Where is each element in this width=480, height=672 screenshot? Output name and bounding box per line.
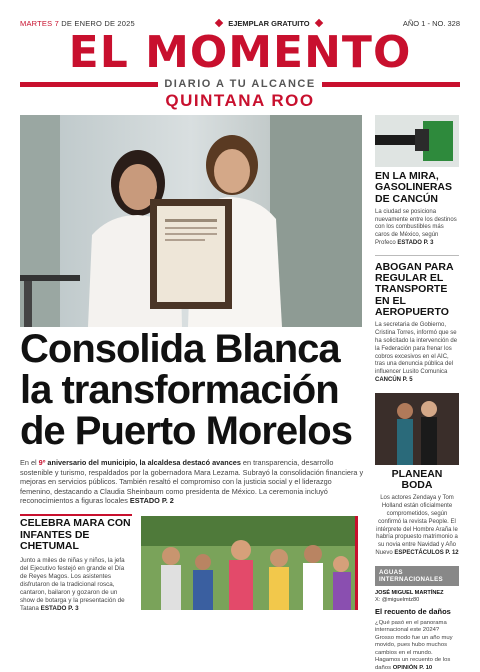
headline-line-1: Consolida Blanca bbox=[20, 327, 340, 371]
main-photo bbox=[20, 115, 362, 327]
tagline: DIARIO A TU ALCANCE bbox=[164, 78, 316, 90]
tagline-row bbox=[20, 77, 460, 91]
main-photo-illustration bbox=[20, 115, 362, 327]
diamond-icon bbox=[215, 19, 223, 27]
sidebar-story-1-body: La ciudad se posiciona nuevamente entre los destinos con los combustibles más caros de México, según Profeco ESTADO P. 3 bbox=[375, 208, 457, 247]
sidebar-story-1-title: EN LA MIRA, GASOLINERAS DE CANCÚN bbox=[375, 170, 453, 205]
column-body: ¿Qué pasó en el panorama internacional este 2024? Grosso modo fue un año muy movido, pues hubo muchos cambios en el mundo. Hagamos un recuento de los daños OPINIÓN P. 10 bbox=[375, 619, 453, 671]
section-rule bbox=[20, 514, 132, 516]
secondary-page-ref: ESTADO P. 3 bbox=[40, 604, 79, 612]
secondary-story-body: Junto a miles de niñas y niños, la jefa del Ejecutivo festejó en grande el Día de Reyes Magos. Los asistentes disfrutaron de la tradicional rosca, cantaron, bailaron y gozaron de un show de botarga y la presentación de Tatana ESTADO P. 3 bbox=[20, 556, 125, 612]
region-title: QUINTANA ROO bbox=[165, 91, 315, 110]
edition-text: EJEMPLAR GRATUITO bbox=[228, 18, 310, 28]
date-rest: DE ENERO DE 2025 bbox=[58, 18, 135, 28]
sidebar-story-2-body: La secretaria de Gobierno, Cristina Torres, informó que se ha solicitado la intervención de la Federación para frenar los cobros excesivos en el AIC, tras una denuncia pública del influencer Lusito Comunica CANCÚN P. 5 bbox=[375, 322, 458, 383]
date-day: MARTES 7 bbox=[20, 18, 59, 28]
couple-illustration bbox=[375, 393, 459, 465]
sidebar-divider bbox=[375, 255, 459, 256]
headline-line-3: de Puerto Morelos bbox=[20, 409, 352, 453]
fuel-nozzle-illustration bbox=[375, 115, 459, 167]
issue-number: AÑO 1 - NO. 328 bbox=[402, 18, 460, 28]
sidebar-story-3-title: PLANEAN BODA bbox=[391, 467, 443, 492]
tagline-bar-left bbox=[20, 82, 158, 87]
main-lead: En el 9º aniversario del municipio, la alcaldesa destacó avances en transparencia, desarrollo sostenible y turismo, respaldados por la gobernadora Mara Lezama. Subrayó la consolidación financiera y mejoras en servicios públicos. También resaltó el compromiso con la justicia social y el liderazgo femenino, destacando a Claudia Sheinbaum como presidenta de México. La ceremonia incluyó reconocimientos a figuras locales ESTADO P. 2 bbox=[20, 458, 364, 506]
secondary-story bbox=[20, 518, 132, 613]
secondary-photo bbox=[141, 516, 358, 610]
secondary-story-title: CELEBRA MARA CON INFANTES DE CHETUMAL bbox=[20, 517, 131, 552]
lead-page-ref: ESTADO P. 2 bbox=[129, 496, 174, 506]
sidebar-story-3-body: Los actores Zendaya y Tom Holland están oficialmente comprometidos, según confirmó la revista People. El intérprete del Hombre Araña le habría propuesto matrimonio a su novia entre Navidad y Año Nuevo ESPECTÁCULOS P. 12 bbox=[375, 495, 459, 556]
secondary-photo-illustration bbox=[141, 516, 355, 610]
column-title: El recuento de daños bbox=[375, 606, 451, 616]
main-headline bbox=[20, 329, 365, 452]
sidebar bbox=[375, 115, 459, 672]
masthead bbox=[20, 27, 460, 78]
diamond-icon bbox=[314, 19, 322, 27]
headline-line-2: la transformación bbox=[20, 368, 339, 412]
celebrity-photo bbox=[375, 393, 459, 465]
column-section-badge: AGUAS INTERNACIONALES bbox=[375, 566, 459, 586]
column-author: JOSÉ MIGUEL MARTÍNEZ X: @miguelmtz80 bbox=[375, 589, 444, 603]
sidebar-story-2-title: ABOGAN PARA REGULAR EL TRANSPORTE EN EL AEROPUERTO bbox=[375, 260, 454, 319]
gas-station-photo bbox=[375, 115, 459, 167]
newspaper-name: EL MOMENTO bbox=[68, 27, 412, 78]
opinion-column bbox=[375, 566, 459, 672]
tagline-bar-right bbox=[322, 82, 460, 87]
